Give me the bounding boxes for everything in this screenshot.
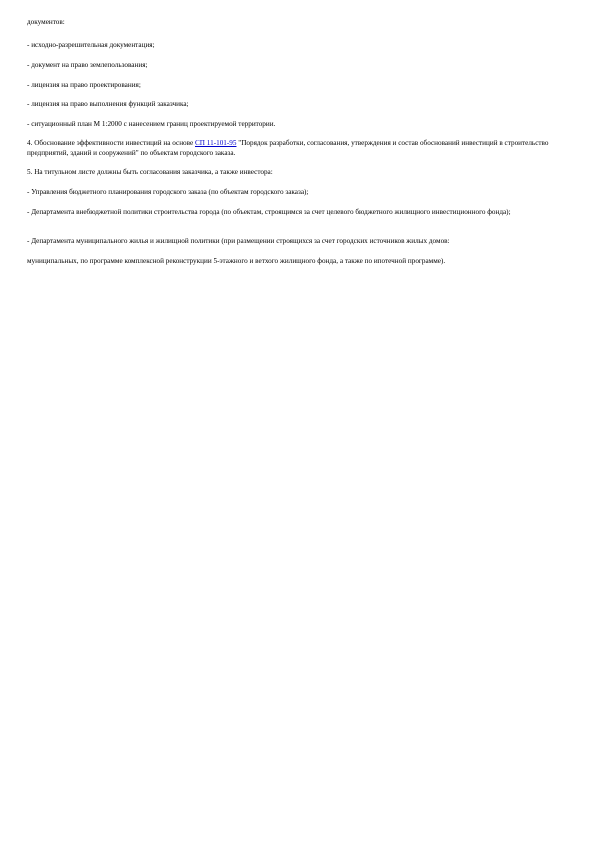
list-item-license-design: - лицензия на право проектирования; — [27, 81, 141, 89]
item-4-prefix: 4. Обоснование эффективности инвестиций на основе — [27, 139, 195, 147]
list-item-municipal-housing: - Департамента муниципального жилья и жилищной политики (при размещении строящихся за счет городских источников жилых домов: — [27, 237, 450, 245]
municipal-housing-continuation: муниципальных, по программе комплексной реконструкции 5-этажного и ветхого жилищного фонда, а также по ипотечной программе). — [27, 257, 446, 265]
list-item-license-customer: - лицензия на право выполнения функций заказчика; — [27, 100, 189, 108]
list-item-extrabudget-policy: - Департамента внебюджетной политики строительства города (по объектам, строящимся за счет целевого бюджетного жилищного инвестиционного фонда); — [27, 208, 511, 216]
list-item-budget-planning: - Управления бюджетного планирования городского заказа (по объектам городского заказа); — [27, 188, 309, 196]
list-item-situation-plan: - ситуационный план М 1:2000 с нанесением границ проектируемой территории. — [27, 120, 276, 128]
item-4-paragraph — [27, 139, 572, 158]
list-item-permits: - исходно-разрешительная документация; — [27, 41, 155, 49]
sp-11-101-95-link[interactable]: СП 11-101-95 — [195, 139, 237, 147]
item-4-suffix: "Порядок разработки, согласования, утверждения и состав обоснований инвестиций в строительство предприятий, зданий и сооружений" по объектам городского заказа. — [27, 139, 549, 157]
item-5-paragraph: 5. На титульном листе должны быть согласования заказчика, а также инвестора: — [27, 168, 273, 176]
documents-line: документов: — [27, 18, 65, 26]
list-item-land-use: - документ на право землепользования; — [27, 61, 148, 69]
